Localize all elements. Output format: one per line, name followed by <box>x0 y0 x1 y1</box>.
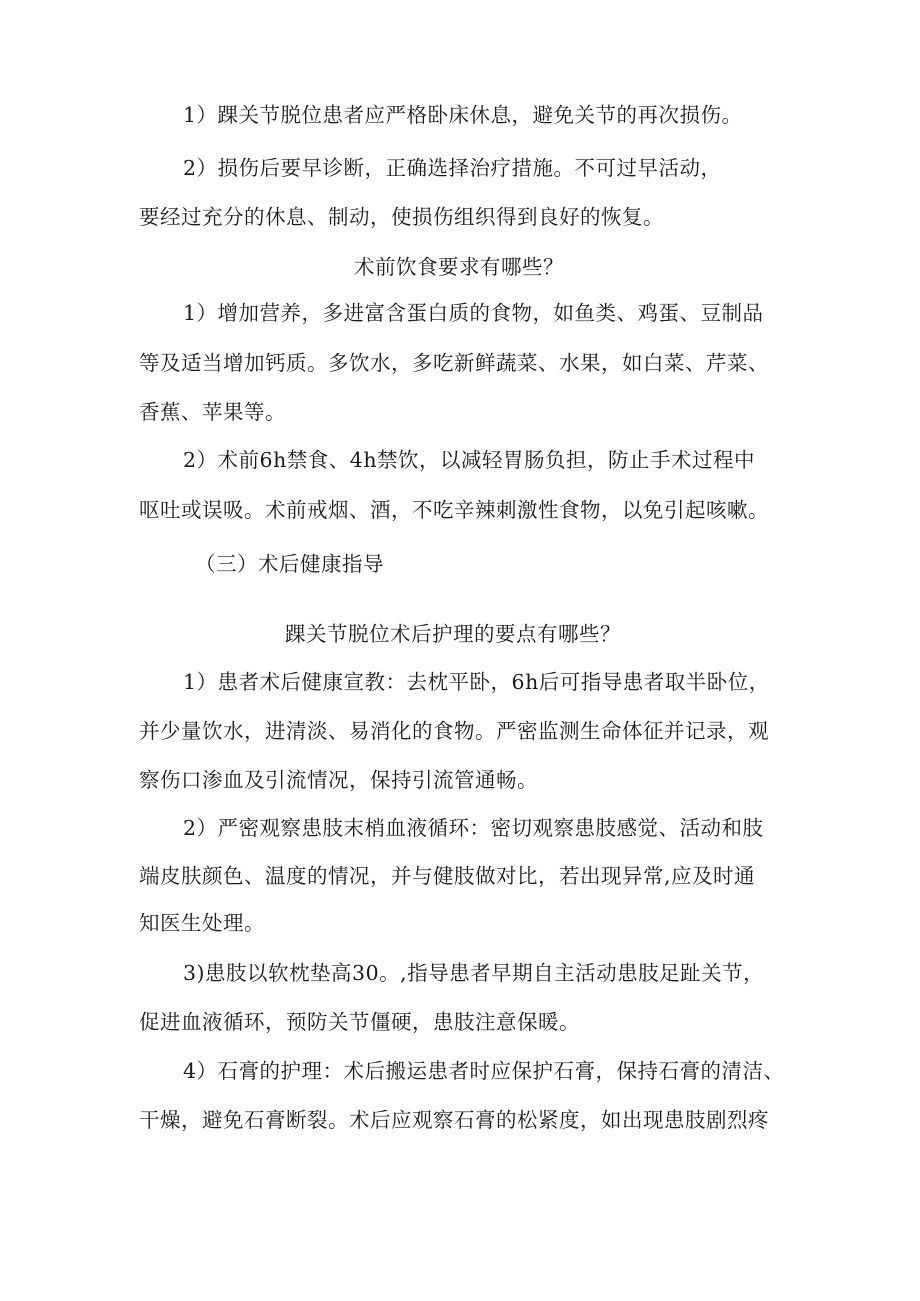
section-question-heading: 术前饮食要求有哪些？ <box>354 255 564 279</box>
text-line: 察伤口渗血及引流情况，保持引流管通畅。 <box>139 768 538 792</box>
text-line: 干燥，避免石膏断裂。术后应观察石膏的松紧度，如出现患肢剧烈疼 <box>139 1108 769 1132</box>
text-line: 呕吐或误吸。术前戒烟、酒，不吃辛辣刺激性食物，以免引起咳嗽。 <box>139 498 769 522</box>
text-line: 2）术前6h禁食、4h禁饮，以减轻胃肠负担，防止手术过程中 <box>183 448 756 472</box>
text-line: 要经过充分的休息、制动，使损伤组织得到良好的恢复。 <box>139 205 664 229</box>
section-heading: （三）术后健康指导 <box>195 552 384 576</box>
text-line: 香蕉、苹果等。 <box>139 400 286 424</box>
text-line: 1）增加营养，多进富含蛋白质的食物，如鱼类、鸡蛋、豆制品 <box>183 301 764 325</box>
text-line: 促进血液循环，预防关节僵硬，患肢注意保暖。 <box>139 1010 580 1034</box>
text-line: 并少量饮水，进清淡、易消化的食物。严密监测生命体征并记录，观 <box>139 719 769 743</box>
text-line: 等及适当增加钙质。多饮水，多吃新鲜蔬菜、水果，如白菜、芹菜、 <box>139 351 769 375</box>
text-line: 4）石膏的护理：术后搬运患者时应保护石膏，保持石膏的清洁、 <box>183 1059 785 1083</box>
text-line: 知医生处理。 <box>139 911 265 935</box>
text-line: 2）损伤后要早诊断，正确选择治疗措施。不可过早活动， <box>183 156 722 180</box>
text-line: 1）患者术后健康宣教：去枕平卧，6h后可指导患者取半卧位， <box>183 670 770 694</box>
section-question-heading: 踝关节脱位术后护理的要点有哪些？ <box>285 622 621 646</box>
text-line: 3)患肢以软枕垫高30。,指导患者早期自主活动患肢足趾关节， <box>183 961 765 985</box>
text-line: 1）踝关节脱位患者应严格卧床休息，避免关节的再次损伤。 <box>183 103 743 127</box>
text-line: 端皮肤颜色、温度的情况，并与健肢做对比，若出现异常,应及时通 <box>139 864 756 888</box>
text-line: 2）严密观察患肢末梢血液循环：密切观察患肢感觉、活动和肢 <box>183 816 764 840</box>
